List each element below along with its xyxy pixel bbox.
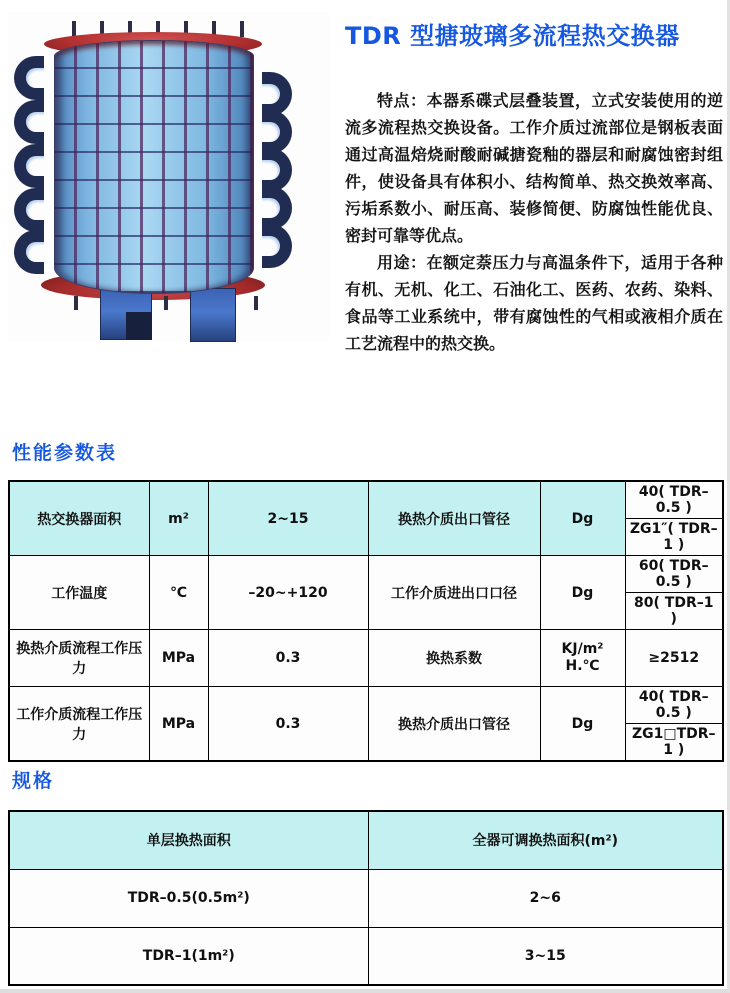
unit-cell: MPa <box>149 687 208 762</box>
table-row <box>9 481 723 519</box>
unit-cell: Dg <box>540 481 625 556</box>
u-pipe <box>262 224 292 268</box>
unit-cell: ℃ <box>149 556 208 630</box>
model-cell: TDR–0.5(0.5m²) <box>9 869 368 927</box>
table-row <box>9 556 723 593</box>
value-cell: ZG1□TDR–1 ) <box>625 724 723 762</box>
value-cell: 0.3 <box>208 630 368 687</box>
value-cell: 40( TDR–0.5 ) <box>625 687 723 724</box>
unit-cell: m² <box>149 481 208 556</box>
value-cell: –20~+120 <box>208 556 368 630</box>
value-cell: 2~15 <box>208 481 368 556</box>
table-header-row <box>9 811 723 869</box>
param-cell: 换热介质出口管径 <box>368 687 540 762</box>
table-row <box>9 869 723 927</box>
support-leg <box>190 288 236 342</box>
spec-table <box>8 810 724 986</box>
column-header: 单层换热面积 <box>9 811 368 869</box>
param-cell: 换热介质流程工作压力 <box>9 630 149 687</box>
u-pipe <box>14 230 44 274</box>
intro-column <box>345 16 723 357</box>
performance-table <box>8 480 724 762</box>
param-cell: 换热系数 <box>368 630 540 687</box>
range-cell: 2~6 <box>368 869 723 927</box>
param-cell: 工作介质流程工作压力 <box>9 687 149 762</box>
range-cell: 3~15 <box>368 927 723 985</box>
model-cell: TDR–1(1m²) <box>9 927 368 985</box>
unit-line: KJ/m² <box>561 641 604 657</box>
value-cell: 40( TDR–0.5 ) <box>625 481 723 519</box>
unit-cell: Dg <box>540 687 625 762</box>
value-cell: 60( TDR–0.5 ) <box>625 556 723 593</box>
value-cell: ZG1″( TDR–1 ) <box>625 519 723 556</box>
value-cell: ≥2512 <box>625 630 723 687</box>
usage-paragraph: 用途：在额定萘压力与高温条件下，适用于各种有机、无机、化工、石油化工、医药、农药、染料、食品等工业系统中，带有腐蚀性的气相或液相介质在工艺流程中的热交换。 <box>345 253 723 353</box>
page-title: TDR 型搪玻璃多流程热交换器 <box>345 22 680 50</box>
value-cell: 0.3 <box>208 687 368 762</box>
unit-cell <box>540 630 625 687</box>
table-row <box>9 687 723 724</box>
u-pipe <box>14 100 44 144</box>
param-cell: 热交换器面积 <box>9 481 149 556</box>
column-header: 全器可调换热面积(m²) <box>368 811 723 869</box>
unit-cell: Dg <box>540 556 625 630</box>
param-cell: 工作介质进出口口径 <box>368 556 540 630</box>
param-cell: 工作温度 <box>9 556 149 630</box>
value-cell: 80( TDR–1 ) <box>625 593 723 630</box>
leg-shadow <box>126 312 152 340</box>
spec-section-title: 规格 <box>12 770 55 792</box>
performance-section-title: 性能参数表 <box>12 442 118 464</box>
unit-cell: MPa <box>149 630 208 687</box>
product-photo <box>8 12 330 342</box>
u-pipe <box>14 56 44 100</box>
features-paragraph: 特点：本器系碟式层叠装置，立式安装使用的逆流多流程热交换设备。工作介质过流部位是钢板表面通过高温焙烧耐酸耐碱搪瓷釉的器层和耐腐蚀密封组件，使设备具有体积小、结构简单、热交换效率高、污垢系数小、耐压高、装修简便、防腐蚀性能优良、密封可靠等优点。 <box>345 91 723 245</box>
vessel-body <box>54 40 254 294</box>
unit-line: H.℃ <box>565 658 600 674</box>
u-pipe <box>14 188 44 232</box>
param-cell: 换热介质出口管径 <box>368 481 540 556</box>
u-pipe <box>14 144 44 188</box>
table-row <box>9 927 723 985</box>
table-row <box>9 630 723 687</box>
